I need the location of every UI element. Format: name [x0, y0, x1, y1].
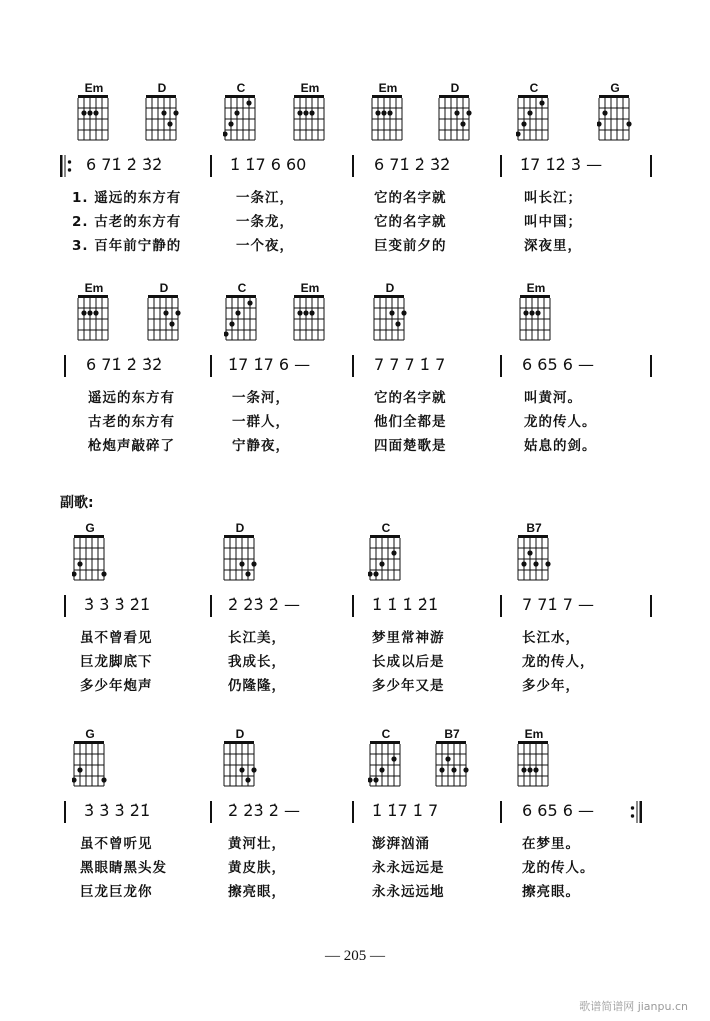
measure: 7 7 7 1̇ 7: [374, 355, 446, 374]
chord-name: B7: [526, 521, 542, 535]
measure: 2̇ 2̇3̇ 2̇ —: [228, 801, 300, 820]
lyric-line-3: [0, 234, 710, 256]
measure: 6 71̇ 2̇ 3̇2̇: [86, 355, 163, 374]
chord-name: B7: [444, 727, 460, 741]
lyric-segment: 龙的传人。: [524, 414, 597, 430]
measure: 1̇7 1̇7 6 —: [228, 355, 311, 374]
lyric-segment: 叫长江；: [524, 190, 582, 206]
chord-name: C: [381, 727, 391, 741]
lyric-segment: 黄皮肤，: [228, 860, 286, 876]
notation-line: [0, 150, 710, 180]
lyric-segment: 遥远的东方有: [88, 390, 175, 406]
lyric-line-2: [0, 210, 710, 232]
lyric-segment: 多少年，: [522, 678, 580, 694]
lyric-segment: 虽不曾听见: [80, 836, 153, 852]
lyric-segment: 他们全都是: [374, 414, 447, 430]
lyric-line-1: [0, 832, 710, 854]
lyric-line-3: [0, 434, 710, 456]
lyric-segment: 永永远远是: [372, 860, 445, 876]
chord-grid-icon: [372, 294, 408, 344]
chord-grid-icon: [146, 294, 182, 344]
measure: 1̇ 1̇7 6 60: [230, 155, 307, 174]
chord-grid-icon: [222, 534, 258, 584]
barline: [210, 155, 212, 177]
barline: [64, 801, 66, 823]
measure: 3̇ 3̇ 3̇ 2̇1̇: [84, 595, 151, 614]
chord-grid-icon: [224, 294, 260, 344]
barline: [500, 355, 502, 377]
lyric-segment: 古老的东方有: [88, 414, 175, 430]
lyric-segment: 我成长，: [228, 654, 286, 670]
lyric-segment: 巨变前夕的: [374, 238, 447, 254]
lyric-line-3: [0, 880, 710, 902]
lyric-segment: 擦亮眼，: [228, 884, 286, 900]
barline: [500, 801, 502, 823]
lyric-segment: 姑息的剑。: [524, 438, 597, 454]
barline: [650, 355, 652, 377]
chord-grid-icon: [76, 294, 112, 344]
chord-name: C: [237, 281, 247, 295]
chord-grid-icon: [72, 534, 108, 584]
measure: 1̇ 1̇ 1̇ 2̇1̇: [372, 595, 439, 614]
lyric-segment: 黑眼睛黑头发: [80, 860, 167, 876]
lyric-segment: 它的名字就: [374, 190, 447, 206]
notation-line: [0, 796, 710, 826]
measure: 6 71̇ 2̇ 3̇2̇: [86, 155, 163, 174]
watermark-text: 歌谱简谱网 jianpu.cn: [579, 1000, 688, 1013]
lyric-segment: 巨龙巨龙你: [80, 884, 153, 900]
lyric-segment: 深夜里，: [524, 238, 582, 254]
chorus-label: 副歌:: [60, 495, 94, 511]
chord-name: D: [385, 281, 395, 295]
chord-grid-icon: [76, 94, 112, 144]
chord-name: Em: [378, 81, 398, 95]
chord-name: D: [159, 281, 169, 295]
lyric-segment: 仍隆隆，: [228, 678, 286, 694]
lyric-segment: 它的名字就: [374, 214, 447, 230]
measure: 6 71̇ 2̇ 3̇2̇: [374, 155, 451, 174]
chord-grid-icon: [597, 94, 633, 144]
chord-grid-icon: [370, 94, 406, 144]
lyric-line-1: [0, 386, 710, 408]
chord-name: Em: [84, 81, 104, 95]
chord-grid-icon: [516, 94, 552, 144]
chord-name: C: [236, 81, 246, 95]
barline: [500, 595, 502, 617]
notation-line: [0, 350, 710, 380]
chord-grid-icon: [368, 534, 404, 584]
chord-grid-icon: [518, 294, 554, 344]
lyric-segment: 四面楚歌是: [374, 438, 447, 454]
chord-name: Em: [300, 81, 320, 95]
notation-line: [0, 590, 710, 620]
lyric-segment: 龙的传人。: [522, 860, 595, 876]
lyric-segment: 一条龙，: [236, 214, 294, 230]
lyric-segment: 叫黄河。: [524, 390, 582, 406]
lyric-segment: 一条江，: [236, 190, 294, 206]
barline: [64, 595, 66, 617]
lyric-segment: 巨龙脚底下: [80, 654, 153, 670]
lyric-line-2: [0, 410, 710, 432]
lyric-line-1: [0, 186, 710, 208]
chord-grid-icon: [223, 94, 259, 144]
chord-name: Em: [84, 281, 104, 295]
measure: 2̇ 2̇3̇ 2̇ —: [228, 595, 300, 614]
lyric-segment: 龙的传人，: [522, 654, 595, 670]
barline: [210, 595, 212, 617]
lyric-segment: 一群人，: [232, 414, 290, 430]
chord-grid-icon: [516, 740, 552, 790]
measure: 1̇7 1̇2̇ 3̇ —: [520, 155, 603, 174]
barline: [352, 155, 354, 177]
barline: [500, 155, 502, 177]
lyric-segment: 枪炮声敲碎了: [88, 438, 175, 454]
chord-name: G: [85, 727, 95, 741]
lyric-line-2: [0, 650, 710, 672]
lyric-segment: 长成以后是: [372, 654, 445, 670]
barline: [64, 355, 66, 377]
lyric-segment: 多少年又是: [372, 678, 445, 694]
measure: 1̇ 1̇7 1̇ 7: [372, 801, 439, 820]
lyric-segment: 宁静夜，: [232, 438, 290, 454]
lyric-segment: 在梦里。: [522, 836, 580, 852]
chord-name: D: [235, 727, 245, 741]
lyric-segment: 一条河，: [232, 390, 290, 406]
chord-name: G: [610, 81, 620, 95]
lyric-segment: 梦里常神游: [372, 630, 445, 646]
lyric-segment: 它的名字就: [374, 390, 447, 406]
chord-name: Em: [300, 281, 320, 295]
repeat-start-icon: [60, 155, 74, 177]
chord-grid-icon: [516, 534, 552, 584]
chord-grid-icon: [368, 740, 404, 790]
chord-grid-icon: [292, 94, 328, 144]
lyric-line-1: [0, 626, 710, 648]
barline: [210, 801, 212, 823]
lyric-segment: 叫中国；: [524, 214, 582, 230]
chord-name: Em: [524, 727, 544, 741]
chord-name: C: [381, 521, 391, 535]
lyric-segment: 永永远远地: [372, 884, 445, 900]
lyric-segment: 擦亮眼。: [522, 884, 580, 900]
lyric-segment: 2. 古老的东方有: [72, 214, 182, 230]
barline: [210, 355, 212, 377]
lyric-segment: 长江水，: [522, 630, 580, 646]
lyric-segment: 长江美，: [228, 630, 286, 646]
chord-grid-icon: [72, 740, 108, 790]
chord-grid-icon: [144, 94, 180, 144]
chord-name: D: [157, 81, 167, 95]
chord-name: Em: [526, 281, 546, 295]
measure: 6 65 6 —: [522, 801, 594, 820]
measure: 6 65 6 —: [522, 355, 594, 374]
lyric-segment: 虽不曾看见: [80, 630, 153, 646]
chord-grid-icon: [222, 740, 258, 790]
barline: [352, 801, 354, 823]
lyric-segment: 澎湃汹涌: [372, 836, 430, 852]
lyric-segment: 多少年炮声: [80, 678, 153, 694]
chord-grid-icon: [437, 94, 473, 144]
lyric-line-3: [0, 674, 710, 696]
measure: 3̇ 3̇ 3̇ 2̇1̇: [84, 801, 151, 820]
repeat-end-icon: [630, 801, 644, 823]
page-number: — 205 —: [325, 948, 385, 964]
chord-grid-icon: [434, 740, 470, 790]
chord-name: C: [529, 81, 539, 95]
lyric-segment: 一个夜，: [236, 238, 294, 254]
lyric-segment: 1. 遥远的东方有: [72, 190, 182, 206]
barline: [650, 595, 652, 617]
barline: [650, 155, 652, 177]
barline: [352, 595, 354, 617]
barline: [352, 355, 354, 377]
lyric-line-2: [0, 856, 710, 878]
chord-name: D: [235, 521, 245, 535]
lyric-segment: 黄河壮，: [228, 836, 286, 852]
chord-grid-icon: [292, 294, 328, 344]
lyric-segment: 3. 百年前宁静的: [72, 238, 182, 254]
measure: 7 71̇ 7 —: [522, 595, 594, 614]
chord-name: G: [85, 521, 95, 535]
chord-name: D: [450, 81, 460, 95]
